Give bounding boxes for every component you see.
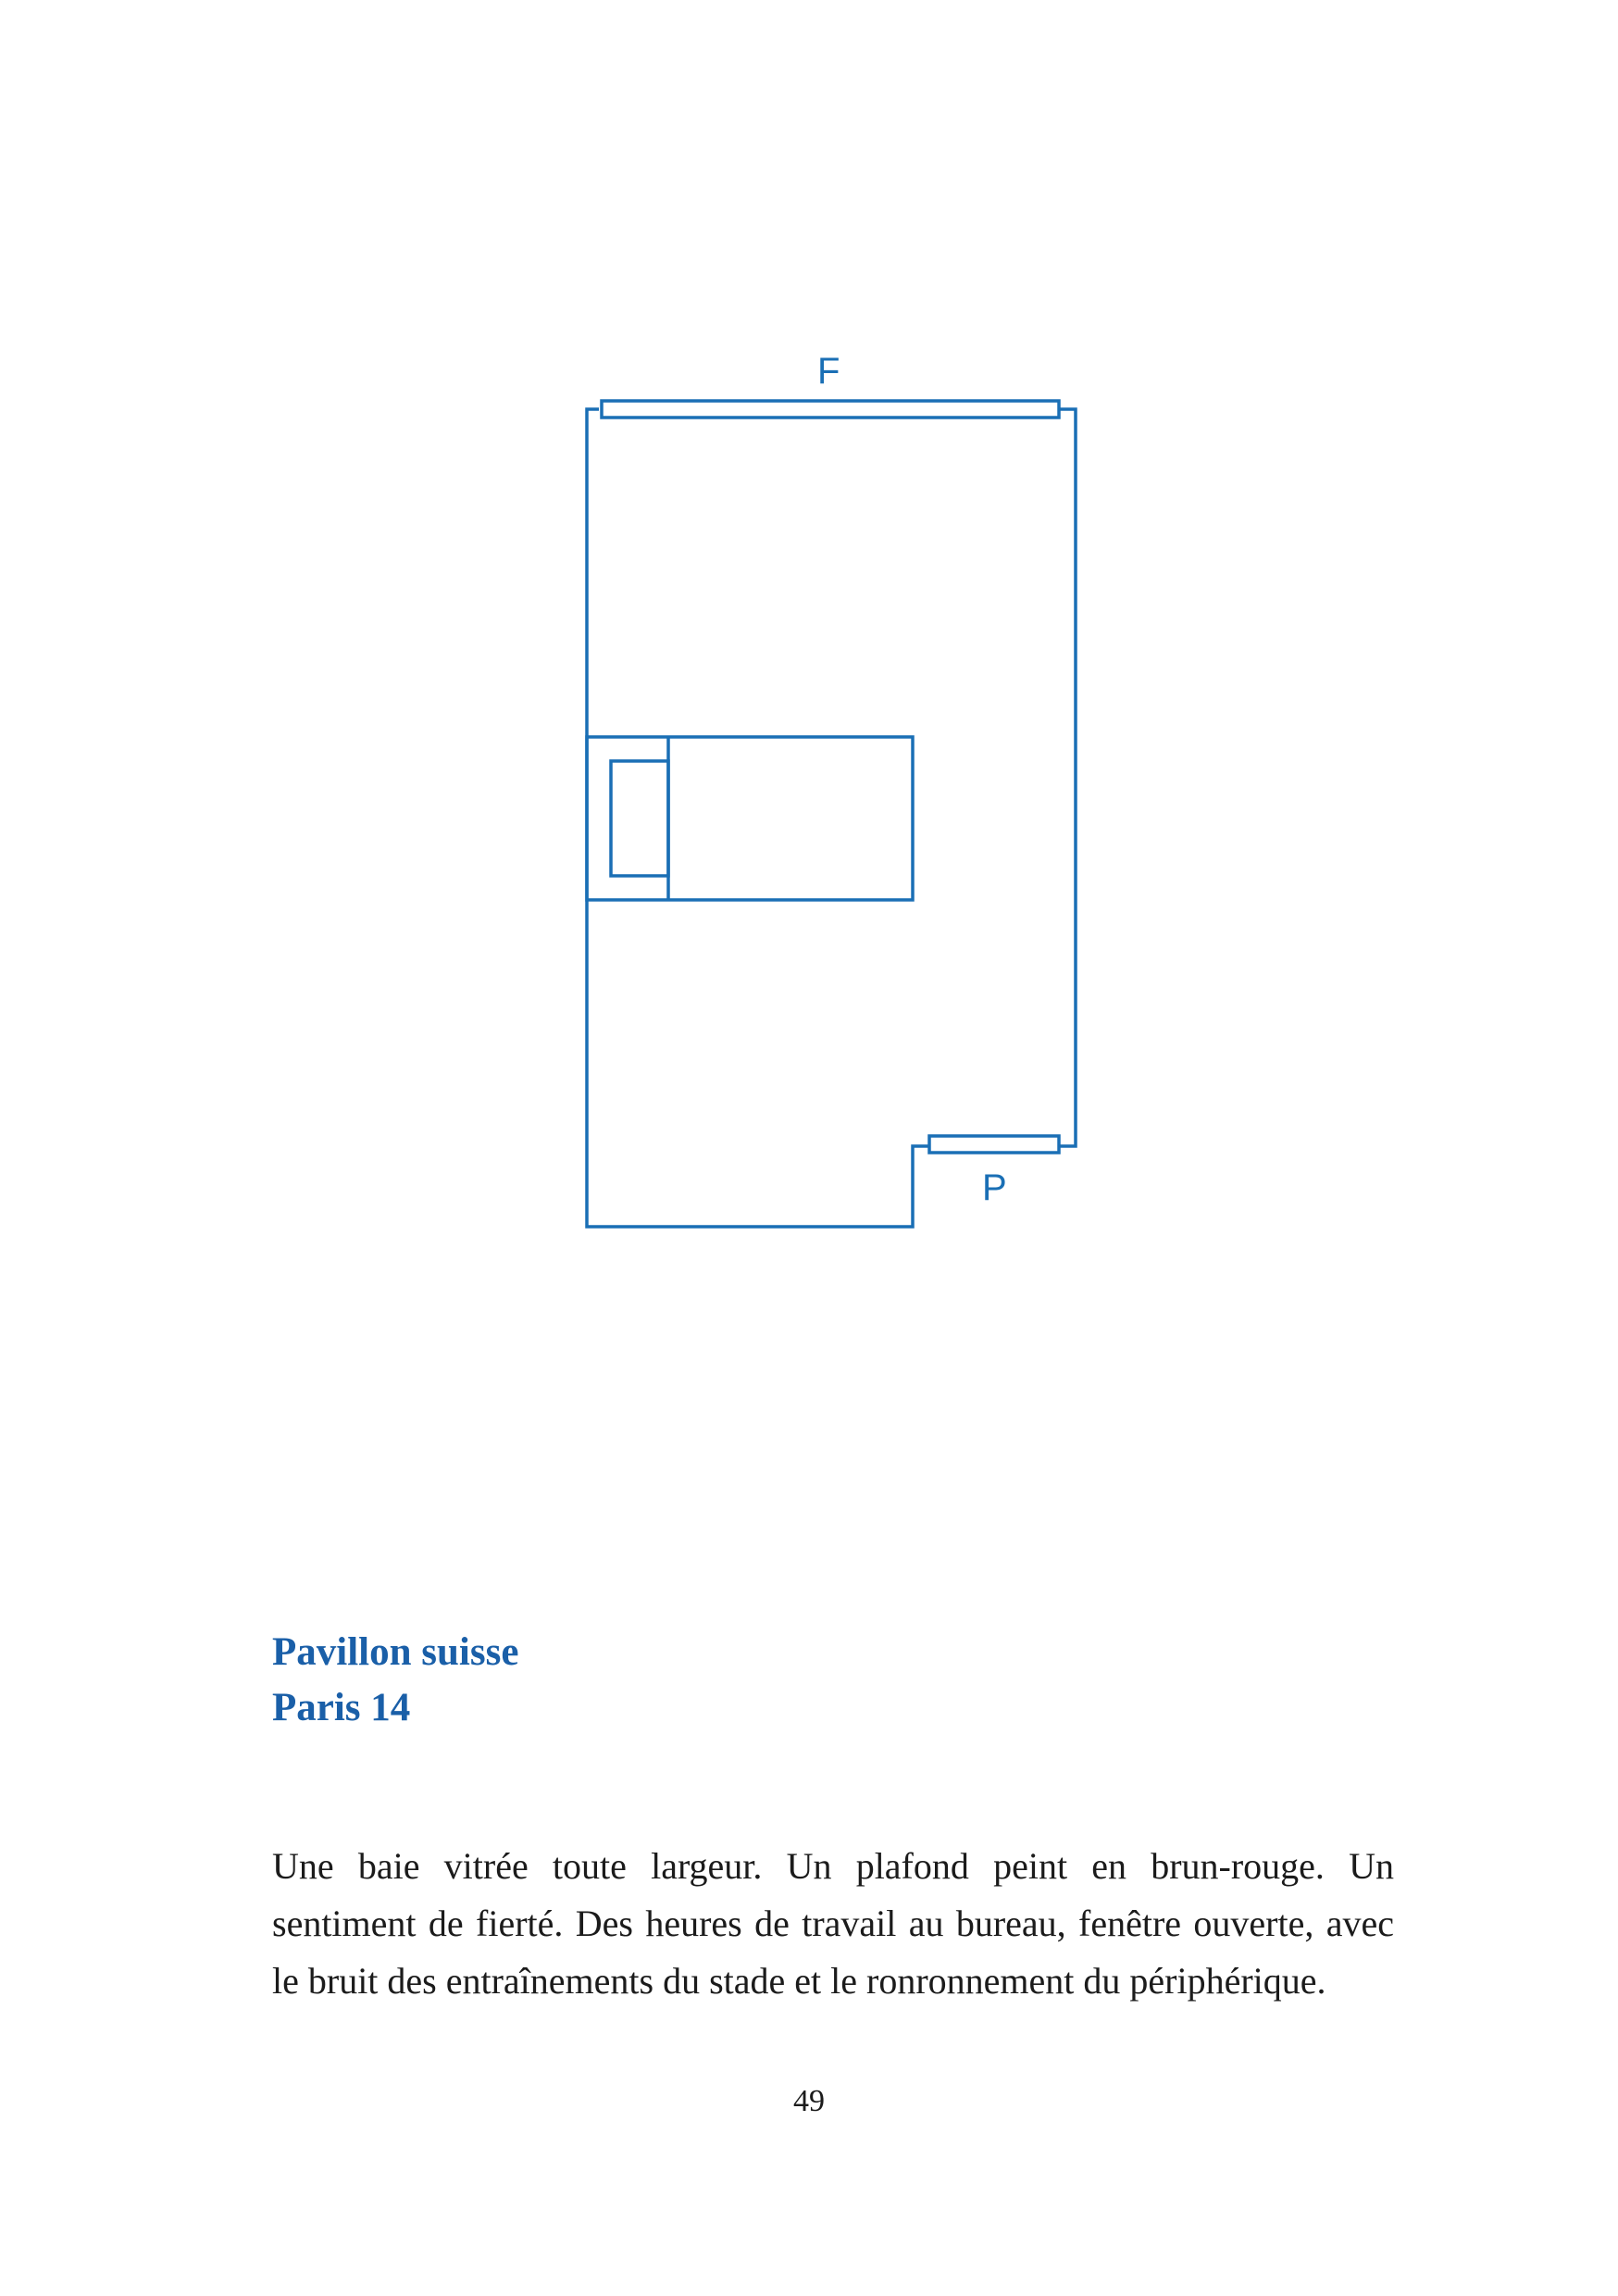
door-label: P bbox=[982, 1167, 1007, 1208]
bed-pillow bbox=[611, 761, 668, 876]
page-heading bbox=[272, 1625, 1383, 1736]
window-label: F bbox=[817, 351, 840, 392]
window-symbol bbox=[602, 401, 1059, 418]
room-outline bbox=[587, 409, 929, 1227]
page-number: 49 bbox=[793, 2084, 825, 2118]
room-outline-right bbox=[1059, 409, 1076, 1146]
body-paragraph: Une baie vitrée toute largeur. Un plafond peint en brun-rouge. Un sentiment de fierté. Des heures de travail au bureau, fenêtre ouverte, avec le bruit des entraînements du stade et le ronronnement du périphérique. bbox=[272, 1845, 1394, 2002]
heading-title: Pavillon suisse bbox=[272, 1630, 519, 1674]
heading-subtitle: Paris 14 bbox=[272, 1686, 411, 1729]
door-symbol bbox=[929, 1136, 1059, 1153]
